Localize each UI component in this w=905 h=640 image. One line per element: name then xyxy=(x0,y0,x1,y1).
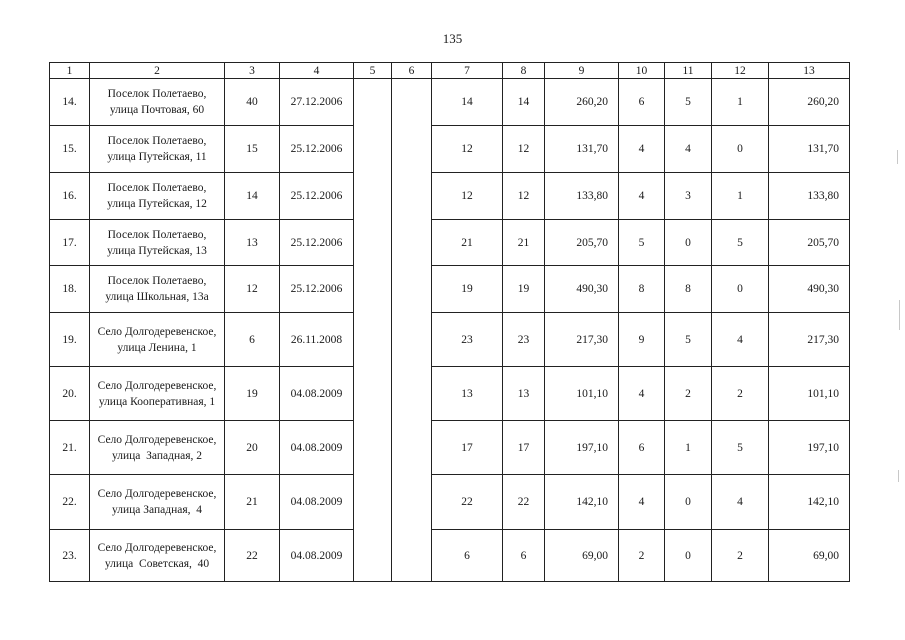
row-number-cell: 17. xyxy=(50,220,90,266)
col7-cell: 14 xyxy=(432,79,503,126)
col11-cell: 8 xyxy=(665,266,712,313)
row-number-cell: 18. xyxy=(50,266,90,313)
row-number-cell: 21. xyxy=(50,421,90,475)
col7-cell: 13 xyxy=(432,367,503,421)
address-line-1: Поселок Полетаево, xyxy=(107,228,207,241)
table-row xyxy=(50,173,850,220)
col13-cell: 217,30 xyxy=(769,313,850,367)
table-row xyxy=(50,475,850,530)
housing-table xyxy=(49,62,850,582)
address-line-1: Поселок Полетаево, xyxy=(107,88,207,100)
address-cell xyxy=(90,421,225,475)
address-line-2: улица Путейская, 13 xyxy=(107,244,207,257)
col9-cell: 490,30 xyxy=(545,266,619,313)
address-line-2: улица Советская, 40 xyxy=(104,557,210,570)
col10-cell: 4 xyxy=(619,173,665,220)
col13-cell: 69,00 xyxy=(769,530,850,582)
col10-cell: 4 xyxy=(619,475,665,530)
col12-cell: 4 xyxy=(712,475,769,530)
scan-artifact xyxy=(899,300,900,330)
col7-cell: 22 xyxy=(432,475,503,530)
col12-cell: 2 xyxy=(712,367,769,421)
address-line-2: улица Путейская, 11 xyxy=(107,151,207,163)
table-row xyxy=(50,421,850,475)
address-line-2: улица Школьная, 13а xyxy=(105,291,209,303)
scan-artifact xyxy=(897,150,898,164)
col9-cell: 197,10 xyxy=(545,421,619,475)
address-line-2: улица Ленина, 1 xyxy=(117,341,197,354)
col10-cell: 6 xyxy=(619,79,665,126)
col8-cell: 12 xyxy=(503,126,545,173)
date-cell: 25.12.2006 xyxy=(280,220,354,266)
col13-cell: 490,30 xyxy=(769,266,850,313)
page-number: 135 xyxy=(442,31,463,46)
header-cell: 4 xyxy=(280,63,354,79)
address-cell xyxy=(90,313,225,367)
table-row xyxy=(50,367,850,421)
col9-cell: 260,20 xyxy=(545,79,619,126)
table-row xyxy=(50,79,850,126)
col7-cell: 17 xyxy=(432,421,503,475)
col10-cell: 4 xyxy=(619,367,665,421)
date-cell: 04.08.2009 xyxy=(280,367,354,421)
row-number-cell: 15. xyxy=(50,126,90,173)
col9-cell: 205,70 xyxy=(545,220,619,266)
address-line-1: Село Долгодеревенское, xyxy=(97,433,217,446)
col13-cell: 101,10 xyxy=(769,367,850,421)
col3-cell: 19 xyxy=(225,367,280,421)
col11-cell: 0 xyxy=(665,475,712,530)
row-number-cell: 19. xyxy=(50,313,90,367)
col8-cell: 22 xyxy=(503,475,545,530)
col12-cell: 5 xyxy=(712,421,769,475)
row-number-cell: 20. xyxy=(50,367,90,421)
col3-cell: 14 xyxy=(225,173,280,220)
header-cell: 12 xyxy=(712,63,769,79)
table-row xyxy=(50,126,850,173)
header-cell: 3 xyxy=(225,63,280,79)
col9-cell: 131,70 xyxy=(545,126,619,173)
col3-cell: 20 xyxy=(225,421,280,475)
row-number-cell: 16. xyxy=(50,173,90,220)
col12-cell: 1 xyxy=(712,173,769,220)
date-cell: 25.12.2006 xyxy=(280,173,354,220)
address-cell xyxy=(90,79,225,126)
address-line-2: улица Почтовая, 60 xyxy=(109,104,205,116)
table-row xyxy=(50,220,850,266)
col7-cell: 21 xyxy=(432,220,503,266)
col6-empty-cell xyxy=(392,79,432,582)
col13-cell: 133,80 xyxy=(769,173,850,220)
col3-cell: 15 xyxy=(225,126,280,173)
table-row xyxy=(50,313,850,367)
header-cell: 1 xyxy=(50,63,90,79)
col3-cell: 12 xyxy=(225,266,280,313)
address-line-2: улица Кооперативная, 1 xyxy=(98,395,216,408)
col13-cell: 197,10 xyxy=(769,421,850,475)
header-row xyxy=(50,63,850,79)
header-cell: 5 xyxy=(354,63,392,79)
col10-cell: 5 xyxy=(619,220,665,266)
scan-artifact xyxy=(898,470,899,482)
col5-empty-cell xyxy=(354,79,392,582)
table-body xyxy=(50,79,850,582)
col8-cell: 23 xyxy=(503,313,545,367)
col13-cell: 142,10 xyxy=(769,475,850,530)
col11-cell: 5 xyxy=(665,79,712,126)
address-line-1: Село Долгодеревенское, xyxy=(97,325,217,338)
col12-cell: 4 xyxy=(712,313,769,367)
col12-cell: 0 xyxy=(712,266,769,313)
date-cell: 04.08.2009 xyxy=(280,475,354,530)
col8-cell: 12 xyxy=(503,173,545,220)
address-line-2: улица Западная, 4 xyxy=(111,504,203,516)
col3-cell: 6 xyxy=(225,313,280,367)
col9-cell: 101,10 xyxy=(545,367,619,421)
col10-cell: 9 xyxy=(619,313,665,367)
address-cell xyxy=(90,126,225,173)
col13-cell: 205,70 xyxy=(769,220,850,266)
col8-cell: 6 xyxy=(503,530,545,582)
col7-cell: 12 xyxy=(432,126,503,173)
address-line-1: Село Долгодеревенское, xyxy=(97,379,217,392)
col3-cell: 22 xyxy=(225,530,280,582)
header-cell: 2 xyxy=(90,63,225,79)
col9-cell: 69,00 xyxy=(545,530,619,582)
col11-cell: 3 xyxy=(665,173,712,220)
col9-cell: 133,80 xyxy=(545,173,619,220)
address-line-2: улица Путейская, 12 xyxy=(107,198,207,210)
col8-cell: 19 xyxy=(503,266,545,313)
col12-cell: 0 xyxy=(712,126,769,173)
col12-cell: 5 xyxy=(712,220,769,266)
col9-cell: 142,10 xyxy=(545,475,619,530)
col11-cell: 0 xyxy=(665,530,712,582)
date-cell: 04.08.2009 xyxy=(280,421,354,475)
header-cell: 10 xyxy=(619,63,665,79)
col10-cell: 4 xyxy=(619,126,665,173)
col11-cell: 4 xyxy=(665,126,712,173)
date-cell: 25.12.2006 xyxy=(280,266,354,313)
row-number-cell: 14. xyxy=(50,79,90,126)
col11-cell: 5 xyxy=(665,313,712,367)
header-cell: 7 xyxy=(432,63,503,79)
date-cell: 25.12.2006 xyxy=(280,126,354,173)
col3-cell: 13 xyxy=(225,220,280,266)
table-row xyxy=(50,266,850,313)
date-cell: 27.12.2006 xyxy=(280,79,354,126)
col13-cell: 260,20 xyxy=(769,79,850,126)
col7-cell: 12 xyxy=(432,173,503,220)
date-cell: 26.11.2008 xyxy=(280,313,354,367)
address-cell xyxy=(90,367,225,421)
header-cell: 13 xyxy=(769,63,850,79)
col10-cell: 8 xyxy=(619,266,665,313)
col10-cell: 6 xyxy=(619,421,665,475)
address-line-1: Поселок Полетаево, xyxy=(107,275,207,287)
col10-cell: 2 xyxy=(619,530,665,582)
address-cell xyxy=(90,173,225,220)
col11-cell: 2 xyxy=(665,367,712,421)
header-cell: 9 xyxy=(545,63,619,79)
address-line-1: Село Долгодеревенское, xyxy=(97,541,217,554)
address-cell xyxy=(90,475,225,530)
header-cell: 8 xyxy=(503,63,545,79)
col12-cell: 2 xyxy=(712,530,769,582)
col8-cell: 13 xyxy=(503,367,545,421)
date-cell: 04.08.2009 xyxy=(280,530,354,582)
address-line-1: Поселок Полетаево, xyxy=(107,182,207,194)
col8-cell: 17 xyxy=(503,421,545,475)
address-line-2: улица Западная, 2 xyxy=(111,449,203,462)
col7-cell: 6 xyxy=(432,530,503,582)
header-cell: 11 xyxy=(665,63,712,79)
address-cell xyxy=(90,220,225,266)
col12-cell: 1 xyxy=(712,79,769,126)
col11-cell: 0 xyxy=(665,220,712,266)
table-row xyxy=(50,530,850,582)
col8-cell: 21 xyxy=(503,220,545,266)
col13-cell: 131,70 xyxy=(769,126,850,173)
address-line-1: Поселок Полетаево, xyxy=(107,135,207,147)
address-cell xyxy=(90,266,225,313)
col7-cell: 23 xyxy=(432,313,503,367)
address-line-1: Село Долгодеревенское, xyxy=(97,488,217,500)
col9-cell: 217,30 xyxy=(545,313,619,367)
col11-cell: 1 xyxy=(665,421,712,475)
header-cell: 6 xyxy=(392,63,432,79)
row-number-cell: 22. xyxy=(50,475,90,530)
col3-cell: 40 xyxy=(225,79,280,126)
col7-cell: 19 xyxy=(432,266,503,313)
row-number-cell: 23. xyxy=(50,530,90,582)
col3-cell: 21 xyxy=(225,475,280,530)
col8-cell: 14 xyxy=(503,79,545,126)
address-cell xyxy=(90,530,225,582)
